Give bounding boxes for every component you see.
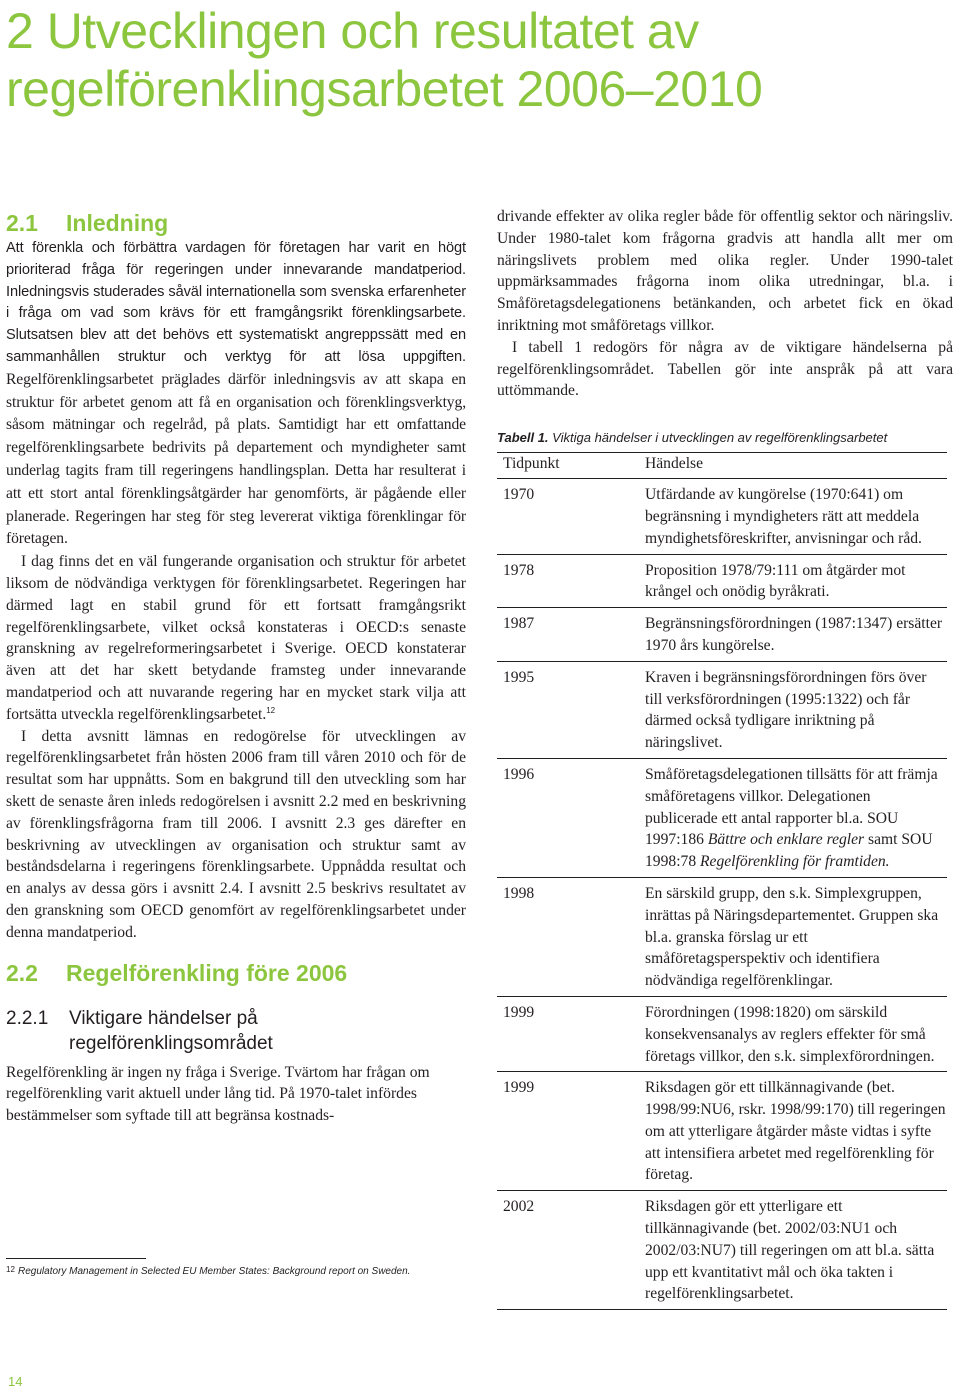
- table-row: [497, 1072, 947, 1191]
- table-row: [497, 1191, 947, 1310]
- row-year: 1995: [497, 661, 639, 758]
- body-paragraph-organisation-text: I dag finns det en väl fungerande organisation och struktur för arbetet liksom de nödvändiga verktygen för förenklingsarbetet. Regeringen har därmed lagt en stabil grund för ett fortsatt framgångsrikt regelförenklingsarbete, vilket också konstateras i OECD:s senaste granskning av regelreformeringsarbetet i Sverige. OECD konstaterar även att det har skett betydande framsteg under innevarande mandatperiod och att nuvarande regering har en mycket stark vilja att fortsätta utveckla regelförenklingsarbetet.: [6, 553, 466, 723]
- footnote: [6, 1263, 466, 1279]
- body-paragraph-history: Regelförenkling är ingen ny fråga i Sverige. Tvärtom har frågan om regelförenkling varit aktuell under lång tid. På 1970-talet infördes bestämmelser som syftade till att begränsa kostnads-: [6, 1063, 430, 1125]
- row-year: 1978: [497, 554, 639, 608]
- row-year: 2002: [497, 1191, 639, 1310]
- table-caption: [497, 429, 953, 447]
- row-event: Begränsningsförordningen (1987:1347) ersätter 1970 års kungörelse.: [639, 608, 947, 662]
- right-column: [497, 206, 953, 1310]
- row-event: Proposition 1978/79:111 om åtgärder mot krångel och onödig byråkrati.: [639, 554, 947, 608]
- row-year: 1996: [497, 758, 639, 877]
- subsection-title-line-1: Viktigare händelser på: [69, 1007, 258, 1029]
- table-row: [497, 479, 947, 554]
- table-row: [497, 608, 947, 662]
- subsection-title: [69, 1006, 273, 1056]
- intro-paragraph-serif: Regelförenklingsarbetet präglades därför inledningsvis av att skapa en struktur för arbetet genom att få en organisation och förenklingsverktyg, såsom mätningar och regelråd, på plats. Samtidigt har ett omfattande regelförenklingsarbete bedrivits på departement och myndigheter samt underlag tagits fram till regeringens handlingsplan. Detta har resulterat i att ett stort antal förenklingsåtgärder har genomförts, är pågående eller planerade. Regeringen har steg för steg levererat viktiga förenklingar för företagen.: [6, 370, 466, 548]
- row-event: Utfärdande av kungörelse (1970:641) om begränsning i myndigheters rätt att meddela myndighetsföreskrifter, anvisningar och råd.: [639, 479, 947, 554]
- section-number: 2.1: [6, 210, 38, 236]
- subsection-title-line-2: regelförenklingsområdet: [69, 1032, 273, 1054]
- section-title: Regelförenkling före 2006: [66, 959, 348, 986]
- row-event-text: Småföretagsdelegationen tillsätts för att främja småföretagens villkor. Delegationen publicerade ett antal rapporter bl.a. SOU 1997:186: [645, 765, 938, 849]
- events-table: [497, 452, 947, 1310]
- subsection-heading-2-2-1: [6, 1006, 466, 1056]
- table-caption-label: Tabell 1.: [497, 430, 549, 446]
- table-row: [497, 758, 947, 877]
- column-header-event: Händelse: [639, 453, 947, 479]
- row-event-italic-title-1: Bättre och enklare regler: [707, 831, 865, 849]
- body-paragraph-outline: I detta avsnitt lämnas en redogörelse för utvecklingen av regelförenklingsarbetet från hösten 2006 fram till våren 2010 och för de resultat som har uppnåtts. Som en bakgrund till den utveckling som har skett de senaste åren inleds redogörelsen i avsnitt 2.2 med en beskrivning av förenklingsfrågorna fram till 2006. I avsnitt 2.3 ges därefter en beskrivning av utvecklingen av organisation och struktur samt av beståndsdelarna i regeringens förenklingsarbete. Uppnådda resultat och en analys av dessa görs i avsnitt 2.4. I avsnitt 2.5 beskrivs resultatet av den granskning som OECD genomfört av regelförenklingsarbetet under denna mandatperiod.: [6, 727, 466, 941]
- table-header-row: [497, 453, 947, 479]
- row-event: En särskild grupp, den s.k. Simplexgruppen, inrättas på Näringsdepartementet. Gruppen ska bl.a. granska förslag ur ett småföretagsperspektiv och identifiera nödvändiga regelförenklingar.: [639, 877, 947, 996]
- footnote-divider: [6, 1258, 146, 1259]
- intro-paragraph-sans: Att förenkla och förbättra vardagen för företagen har varit en högt prioriterad fråga för regeringen under innevarande mandatperiod. Inledningsvis studerades såväl internationella som svenska erfarenheter i fråga om vad som krävs för ett framgångsrikt förenklingsarbete. Slutsatsen blev att det behövs ett systematiskt angreppssätt med en sammanhållen struktur och verktyg för att lösa uppgiften.: [6, 240, 466, 365]
- table-row: [497, 996, 947, 1071]
- row-event-text-mid: samt SOU 1998:78: [645, 831, 933, 871]
- section-heading-2-1: [6, 208, 466, 238]
- chapter-title: [6, 2, 956, 118]
- row-year: 1998: [497, 877, 639, 996]
- row-event-italic-title-2: Regelförenkling för framtiden.: [700, 853, 890, 871]
- row-event: [639, 758, 947, 877]
- row-event: Riksdagen gör ett ytterligare ett tillkännagivande (bet. 2002/03:NU1 och 2002/03:NU7) till regeringen om att bl.a. sätta upp ett kvantitativt mål och öka takten i regelförenklingsarbetet.: [639, 1191, 947, 1310]
- row-event: Kraven i begränsningsförordningen förs över till verksförordningen (1995:1322) och får därmed också tydligare inriktning på näringslivet.: [639, 661, 947, 758]
- page-number: 14: [8, 1374, 23, 1389]
- section-heading-2-2: [6, 958, 466, 988]
- body-paragraph-organisation: [6, 551, 466, 725]
- footnote-text: Regulatory Management in Selected EU Member States: Background report on Sweden.: [18, 1266, 411, 1277]
- left-column: [6, 208, 466, 1127]
- row-year: 1999: [497, 996, 639, 1071]
- chapter-title-line-2: regelförenklingsarbetet 2006–2010: [6, 61, 763, 117]
- chapter-title-line-1: 2 Utvecklingen och resultatet av: [6, 3, 699, 59]
- row-year: 1987: [497, 608, 639, 662]
- footnote-number: 12: [6, 1265, 15, 1274]
- body-paragraph-continued: drivande effekter av olika regler både för offentlig sektor och näringsliv. Under 1980-talet kom frågorna gradvis att handla allt mer om näringslivets problem med olika regler. Under 1990-talet uppmärksammades frågorna inom olika utredningar, bl.a. i Småföretagsdelegationens betänkanden, och arbetet fick en ökad inriktning mot småföretags villkor.: [497, 208, 953, 334]
- column-header-year: Tidpunkt: [497, 453, 639, 479]
- section-title: Inledning: [66, 210, 169, 236]
- body-paragraph-table-intro: I tabell 1 redogörs för några av de viktigare händelserna på regelförenklingsområdet. Tabellen gör inte anspråk på att vara uttömmande.: [497, 338, 953, 400]
- table-row: [497, 661, 947, 758]
- section-number: 2.2: [6, 959, 38, 986]
- table-row: [497, 554, 947, 608]
- table-caption-text: Viktiga händelser i utvecklingen av regelförenklingsarbetet: [552, 430, 888, 446]
- row-year: 1970: [497, 479, 639, 554]
- row-event: Förordningen (1998:1820) om särskild konsekvensanalys av reglers effekter för små företags villkor, den s.k. simplexförordningen.: [639, 996, 947, 1071]
- table-row: [497, 877, 947, 996]
- footnote-reference[interactable]: 12: [266, 705, 276, 715]
- intro-paragraph: [6, 238, 466, 551]
- row-year: 1999: [497, 1072, 639, 1191]
- subsection-number: 2.2.1: [6, 1007, 49, 1029]
- row-event: Riksdagen gör ett tillkännagivande (bet. 1998/99:NU6, rskr. 1998/99:170) till regeringen om att ytterligare åtgärder måste vidtas i syfte att intensifiera arbetet med regelförenkling för företag.: [639, 1072, 947, 1191]
